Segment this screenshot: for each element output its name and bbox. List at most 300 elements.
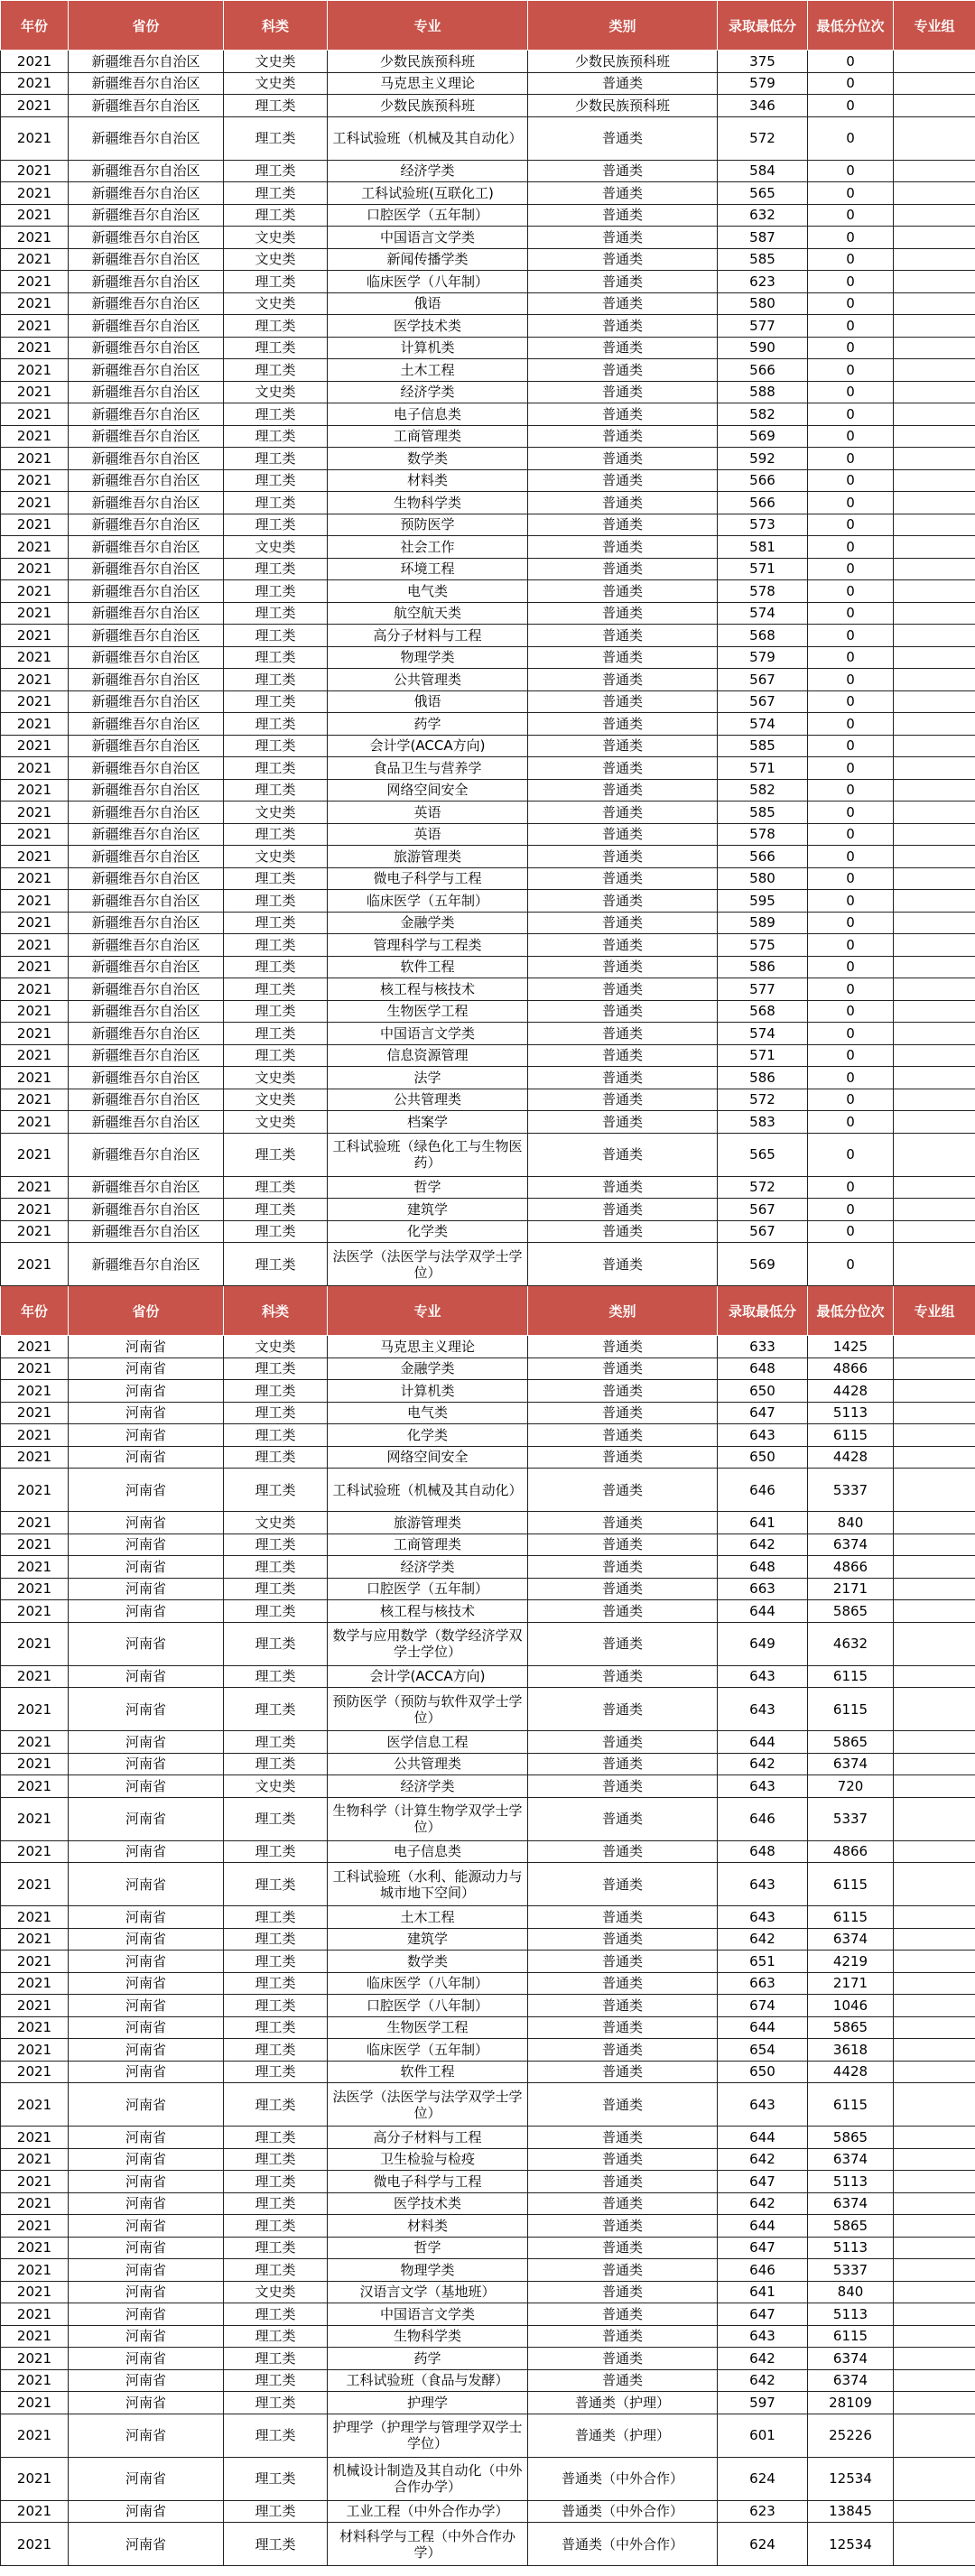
table-cell: 0: [808, 1133, 894, 1176]
table-cell: 新疆维吾尔自治区: [69, 425, 224, 448]
table-row: [1, 315, 975, 338]
table-cell: 569: [718, 1243, 808, 1286]
table-cell: 普通类: [528, 602, 718, 625]
table-row: [1, 2171, 975, 2193]
table-cell: 4428: [808, 1380, 894, 1403]
table-cell: [894, 646, 975, 669]
table-cell: 理工类: [224, 1220, 328, 1243]
table-cell: 普通类: [528, 2061, 718, 2083]
table-row: [1, 51, 975, 73]
table-cell: 河南省: [69, 2457, 224, 2500]
table-cell: 药学: [328, 713, 528, 736]
table-cell: 河南省: [69, 1556, 224, 1579]
table-cell: 工业工程（中外合作办学）: [328, 2500, 528, 2523]
table-cell: 理工类: [224, 779, 328, 802]
table-cell: 医学信息工程: [328, 1731, 528, 1754]
table-cell: [894, 978, 975, 1001]
table-cell: 普通类: [528, 1534, 718, 1556]
table-cell: 0: [808, 1023, 894, 1045]
table-cell: 普通类: [528, 1731, 718, 1754]
table-cell: 2021: [1, 160, 69, 182]
table-row: [1, 448, 975, 470]
table-cell: 理工类: [224, 1578, 328, 1600]
table-cell: 新疆维吾尔自治区: [69, 646, 224, 669]
table-cell: 0: [808, 890, 894, 913]
table-row: [1, 2083, 975, 2127]
table-cell: 840: [808, 1512, 894, 1534]
table-cell: 577: [718, 978, 808, 1001]
table-cell: 普通类: [528, 1000, 718, 1023]
table-cell: 口腔医学（八年制）: [328, 1995, 528, 2017]
table-cell: 普通类: [528, 448, 718, 470]
table-cell: 理工类: [224, 1243, 328, 1286]
table-cell: 新疆维吾尔自治区: [69, 469, 224, 492]
table-cell: 普通类: [528, 2303, 718, 2326]
table-cell: 2021: [1, 1176, 69, 1199]
table-cell: [894, 1622, 975, 1665]
table-cell: 土木工程: [328, 1906, 528, 1929]
table-cell: 普通类: [528, 1402, 718, 1424]
table-cell: 理工类: [224, 1863, 328, 1906]
table-row: [1, 95, 975, 117]
table-cell: 5865: [808, 2016, 894, 2039]
table-cell: 1046: [808, 1995, 894, 2017]
table-cell: 2021: [1, 1000, 69, 1023]
table-cell: 642: [718, 1753, 808, 1775]
table-cell: 普通类: [528, 1067, 718, 1089]
table-cell: 2021: [1, 1424, 69, 1447]
table-cell: 新疆维吾尔自治区: [69, 1243, 224, 1286]
table-cell: 物理学类: [328, 2259, 528, 2282]
header-row: [1, 1, 975, 51]
table-cell: 普通类: [528, 536, 718, 559]
table-cell: 河南省: [69, 2215, 224, 2238]
table-row: [1, 514, 975, 536]
table-cell: 环境工程: [328, 558, 528, 580]
table-cell: 新疆维吾尔自治区: [69, 779, 224, 802]
table-cell: 0: [808, 757, 894, 780]
table-cell: 药学: [328, 2348, 528, 2370]
table-cell: 食品卫生与营养学: [328, 757, 528, 780]
column-header: 最低分位次: [808, 1286, 894, 1336]
table-cell: 新疆维吾尔自治区: [69, 1176, 224, 1199]
table-cell: [894, 248, 975, 271]
table-cell: 644: [718, 1600, 808, 1623]
table-cell: 2171: [808, 1972, 894, 1995]
table-cell: 2021: [1, 1089, 69, 1111]
table-cell: 普通类: [528, 1023, 718, 1045]
table-cell: 河南省: [69, 2348, 224, 2370]
table-cell: 566: [718, 469, 808, 492]
table-cell: 理工类: [224, 2016, 328, 2039]
table-cell: 0: [808, 271, 894, 293]
table-cell: 2021: [1, 669, 69, 691]
table-cell: 0: [808, 337, 894, 359]
table-cell: 管理科学与工程类: [328, 934, 528, 957]
table-cell: 6374: [808, 1928, 894, 1951]
table-cell: 2021: [1, 1863, 69, 1906]
table-cell: 护理学: [328, 2392, 528, 2414]
table-cell: 理工类: [224, 1044, 328, 1067]
table-cell: 普通类: [528, 956, 718, 978]
table-cell: 2021: [1, 1906, 69, 1929]
table-row: [1, 1000, 975, 1023]
table-cell: [894, 1928, 975, 1951]
table-cell: 核工程与核技术: [328, 1600, 528, 1623]
table-cell: 5113: [808, 2303, 894, 2326]
table-cell: 新疆维吾尔自治区: [69, 713, 224, 736]
table-row: [1, 204, 975, 227]
table-cell: 河南省: [69, 2192, 224, 2215]
table-cell: 2021: [1, 625, 69, 647]
table-cell: 2021: [1, 1336, 69, 1358]
table-cell: 574: [718, 602, 808, 625]
table-row: [1, 492, 975, 514]
table-cell: 569: [718, 425, 808, 448]
table-cell: [894, 2016, 975, 2039]
table-cell: [894, 846, 975, 868]
table-cell: 646: [718, 2259, 808, 2282]
table-cell: 河南省: [69, 1797, 224, 1840]
table-cell: 工商管理类: [328, 425, 528, 448]
table-cell: 河南省: [69, 2392, 224, 2414]
table-cell: 0: [808, 1111, 894, 1134]
table-cell: 公共管理类: [328, 669, 528, 691]
table-cell: 理工类: [224, 934, 328, 957]
table-cell: 公共管理类: [328, 1089, 528, 1111]
table-cell: 28109: [808, 2392, 894, 2414]
table-cell: 584: [718, 160, 808, 182]
table-cell: [894, 2523, 975, 2566]
table-cell: 河南省: [69, 2148, 224, 2171]
table-row: [1, 1357, 975, 1380]
table-cell: 642: [718, 2192, 808, 2215]
table-cell: 585: [718, 802, 808, 824]
table-cell: 普通类: [528, 1906, 718, 1929]
table-cell: [894, 735, 975, 757]
table-cell: 普通类: [528, 1357, 718, 1380]
table-cell: 654: [718, 2039, 808, 2062]
table-cell: 2021: [1, 2457, 69, 2500]
table-cell: 6115: [808, 1424, 894, 1447]
table-cell: 0: [808, 646, 894, 669]
table-cell: 理工类: [224, 1622, 328, 1665]
table-cell: 572: [718, 1089, 808, 1111]
table-cell: 2021: [1, 1380, 69, 1403]
table-cell: [894, 2192, 975, 2215]
table-cell: 2021: [1, 2500, 69, 2523]
table-cell: [894, 934, 975, 957]
table-cell: 理工类: [224, 1688, 328, 1731]
column-header: 省份: [69, 1286, 224, 1336]
table-cell: [894, 690, 975, 713]
table-cell: 567: [718, 1220, 808, 1243]
table-cell: 5113: [808, 1402, 894, 1424]
table-row: [1, 2148, 975, 2171]
table-cell: 文史类: [224, 1336, 328, 1358]
table-cell: 材料类: [328, 469, 528, 492]
table-cell: 普通类: [528, 1380, 718, 1403]
table-cell: [894, 2348, 975, 2370]
table-cell: 567: [718, 669, 808, 691]
table-cell: [894, 1067, 975, 1089]
table-cell: 2021: [1, 2303, 69, 2326]
table-cell: 文史类: [224, 1111, 328, 1134]
table-cell: 新疆维吾尔自治区: [69, 536, 224, 559]
table-cell: 电子信息类: [328, 1840, 528, 1863]
table-cell: 理工类: [224, 116, 328, 160]
table-cell: 2021: [1, 1797, 69, 1840]
table-cell: 材料类: [328, 2215, 528, 2238]
table-cell: 650: [718, 1446, 808, 1469]
table-cell: 工商管理类: [328, 1534, 528, 1556]
table-cell: 585: [718, 735, 808, 757]
table-cell: 微电子科学与工程: [328, 867, 528, 890]
table-cell: 新疆维吾尔自治区: [69, 248, 224, 271]
table-cell: 普通类: [528, 1972, 718, 1995]
table-cell: 571: [718, 757, 808, 780]
table-cell: 2021: [1, 912, 69, 934]
header-row: [1, 1286, 975, 1336]
table-cell: [894, 1995, 975, 2017]
table-row: [1, 1089, 975, 1111]
table-cell: 新疆维吾尔自治区: [69, 978, 224, 1001]
column-header: 专业组: [894, 1, 975, 51]
table-row: [1, 425, 975, 448]
table-cell: 理工类: [224, 558, 328, 580]
table-cell: 3618: [808, 2039, 894, 2062]
table-cell: 新疆维吾尔自治区: [69, 846, 224, 868]
table-cell: 2021: [1, 2127, 69, 2149]
table-row: [1, 1797, 975, 1840]
table-cell: 理工类: [224, 1357, 328, 1380]
table-cell: 581: [718, 536, 808, 559]
table-row: [1, 1600, 975, 1623]
table-cell: 文史类: [224, 72, 328, 95]
table-cell: 普通类: [528, 403, 718, 426]
table-cell: 普通类: [528, 2148, 718, 2171]
table-row: [1, 1380, 975, 1403]
table-cell: 新疆维吾尔自治区: [69, 116, 224, 160]
table-cell: 普通类: [528, 2281, 718, 2303]
table-cell: 新疆维吾尔自治区: [69, 1044, 224, 1067]
column-header: 类别: [528, 1286, 718, 1336]
table-cell: 5113: [808, 2171, 894, 2193]
table-cell: 马克思主义理论: [328, 1336, 528, 1358]
table-cell: 5865: [808, 1731, 894, 1754]
table-cell: [894, 1578, 975, 1600]
table-cell: 普通类: [528, 1928, 718, 1951]
table-row: [1, 625, 975, 647]
table-cell: 2021: [1, 1951, 69, 1973]
table-cell: 647: [718, 2171, 808, 2193]
table-row: [1, 2325, 975, 2348]
table-cell: 机械设计制造及其自动化（中外合作办学）: [328, 2457, 528, 2500]
table-row: [1, 956, 975, 978]
table-cell: 574: [718, 1023, 808, 1045]
table-cell: 电子信息类: [328, 403, 528, 426]
table-cell: 普通类: [528, 912, 718, 934]
table-cell: 新疆维吾尔自治区: [69, 514, 224, 536]
table-cell: 0: [808, 912, 894, 934]
table-cell: 普通类: [528, 625, 718, 647]
table-cell: 文史类: [224, 1775, 328, 1798]
table-cell: 2021: [1, 448, 69, 470]
table-row: [1, 602, 975, 625]
table-cell: 理工类: [224, 1840, 328, 1863]
table-cell: 0: [808, 802, 894, 824]
table-cell: [894, 337, 975, 359]
table-cell: 新疆维吾尔自治区: [69, 1067, 224, 1089]
table-cell: 2021: [1, 1665, 69, 1688]
table-cell: 2021: [1, 1220, 69, 1243]
table-cell: 2021: [1, 934, 69, 957]
table-row: [1, 2392, 975, 2414]
table-cell: 计算机类: [328, 1380, 528, 1403]
table-row: [1, 536, 975, 559]
table-cell: 卫生检验与检疫: [328, 2148, 528, 2171]
table-cell: 4866: [808, 1556, 894, 1579]
table-cell: 2021: [1, 602, 69, 625]
table-row: [1, 2237, 975, 2259]
table-cell: 592: [718, 448, 808, 470]
table-cell: 理工类: [224, 978, 328, 1001]
table-cell: 经济学类: [328, 381, 528, 403]
table-cell: 普通类: [528, 359, 718, 382]
table-cell: [894, 2237, 975, 2259]
table-cell: 2021: [1, 292, 69, 315]
table-cell: 新疆维吾尔自治区: [69, 381, 224, 403]
table-row: [1, 2016, 975, 2039]
table-cell: 新疆维吾尔自治区: [69, 337, 224, 359]
table-cell: 2021: [1, 1469, 69, 1512]
table-cell: [894, 1951, 975, 1973]
table-cell: 566: [718, 492, 808, 514]
table-cell: 理工类: [224, 1469, 328, 1512]
table-cell: [894, 1665, 975, 1688]
table-cell: 化学类: [328, 1220, 528, 1243]
table-row: [1, 802, 975, 824]
table-cell: 585: [718, 248, 808, 271]
table-cell: 普通类: [528, 1622, 718, 1665]
table-row: [1, 1951, 975, 1973]
table-cell: 普通类: [528, 1044, 718, 1067]
table-cell: 2021: [1, 1243, 69, 1286]
table-cell: 2021: [1, 248, 69, 271]
table-cell: 普通类: [528, 271, 718, 293]
table-cell: 河南省: [69, 1622, 224, 1665]
table-cell: 航空航天类: [328, 602, 528, 625]
table-cell: 哲学: [328, 2237, 528, 2259]
table-cell: 新疆维吾尔自治区: [69, 1133, 224, 1176]
table-cell: 电气类: [328, 1402, 528, 1424]
table-cell: 0: [808, 558, 894, 580]
table-cell: 648: [718, 1556, 808, 1579]
table-cell: 2021: [1, 1995, 69, 2017]
table-cell: [894, 95, 975, 117]
table-cell: 理工类: [224, 1000, 328, 1023]
table-cell: 理工类: [224, 602, 328, 625]
table-cell: 663: [718, 1578, 808, 1600]
table-cell: 河南省: [69, 2325, 224, 2348]
table-cell: [894, 1469, 975, 1512]
table-cell: 新疆维吾尔自治区: [69, 315, 224, 338]
table-row: [1, 1044, 975, 1067]
table-cell: 金融学类: [328, 1357, 528, 1380]
table-cell: 2021: [1, 1512, 69, 1534]
column-header: 录取最低分: [718, 1286, 808, 1336]
table-cell: 文史类: [224, 248, 328, 271]
table-cell: 840: [808, 2281, 894, 2303]
table-cell: 2021: [1, 1133, 69, 1176]
table-cell: 河南省: [69, 1863, 224, 1906]
table-cell: 公共管理类: [328, 1753, 528, 1775]
table-row: [1, 182, 975, 205]
table-cell: 普通类: [528, 72, 718, 95]
table-cell: 2021: [1, 867, 69, 890]
table-cell: 2021: [1, 469, 69, 492]
table-cell: 河南省: [69, 1402, 224, 1424]
table-cell: 化学类: [328, 1424, 528, 1447]
table-cell: 6115: [808, 1863, 894, 1906]
table-cell: 普通类: [528, 1512, 718, 1534]
table-cell: 2021: [1, 1402, 69, 1424]
table-cell: 网络空间安全: [328, 779, 528, 802]
table-cell: 理工类: [224, 1731, 328, 1754]
table-cell: 河南省: [69, 1906, 224, 1929]
table-cell: 河南省: [69, 2281, 224, 2303]
table-row: [1, 2281, 975, 2303]
table-cell: 普通类: [528, 735, 718, 757]
table-row: [1, 2303, 975, 2326]
table-cell: 普通类（护理）: [528, 2392, 718, 2414]
table-cell: 理工类: [224, 2348, 328, 2370]
table-cell: 2021: [1, 2414, 69, 2457]
table-cell: 0: [808, 669, 894, 691]
table-cell: 临床医学（五年制）: [328, 890, 528, 913]
table-cell: 647: [718, 2237, 808, 2259]
table-cell: [894, 602, 975, 625]
table-cell: 文史类: [224, 227, 328, 249]
table-cell: 2021: [1, 1688, 69, 1731]
table-cell: 理工类: [224, 735, 328, 757]
table-row: [1, 2523, 975, 2566]
table-cell: 0: [808, 978, 894, 1001]
table-row: [1, 1023, 975, 1045]
table-cell: 674: [718, 1995, 808, 2017]
table-cell: 5865: [808, 2127, 894, 2149]
table-cell: 河南省: [69, 2414, 224, 2457]
table-cell: [894, 160, 975, 182]
table-cell: 文史类: [224, 846, 328, 868]
table-row: [1, 912, 975, 934]
table-cell: 新疆维吾尔自治区: [69, 51, 224, 73]
table-cell: [894, 204, 975, 227]
table-cell: [894, 1111, 975, 1134]
table-cell: [894, 1797, 975, 1840]
table-cell: 普通类: [528, 669, 718, 691]
table-cell: 普通类: [528, 558, 718, 580]
table-cell: 2021: [1, 227, 69, 249]
table-cell: 理工类: [224, 425, 328, 448]
table-cell: 0: [808, 204, 894, 227]
table-cell: 文史类: [224, 381, 328, 403]
table-cell: 工科试验班（机械及其自动化）: [328, 1469, 528, 1512]
table-cell: 理工类: [224, 625, 328, 647]
table-cell: 物理学类: [328, 646, 528, 669]
table-cell: 普通类（中外合作）: [528, 2457, 718, 2500]
table-cell: 普通类: [528, 1176, 718, 1199]
